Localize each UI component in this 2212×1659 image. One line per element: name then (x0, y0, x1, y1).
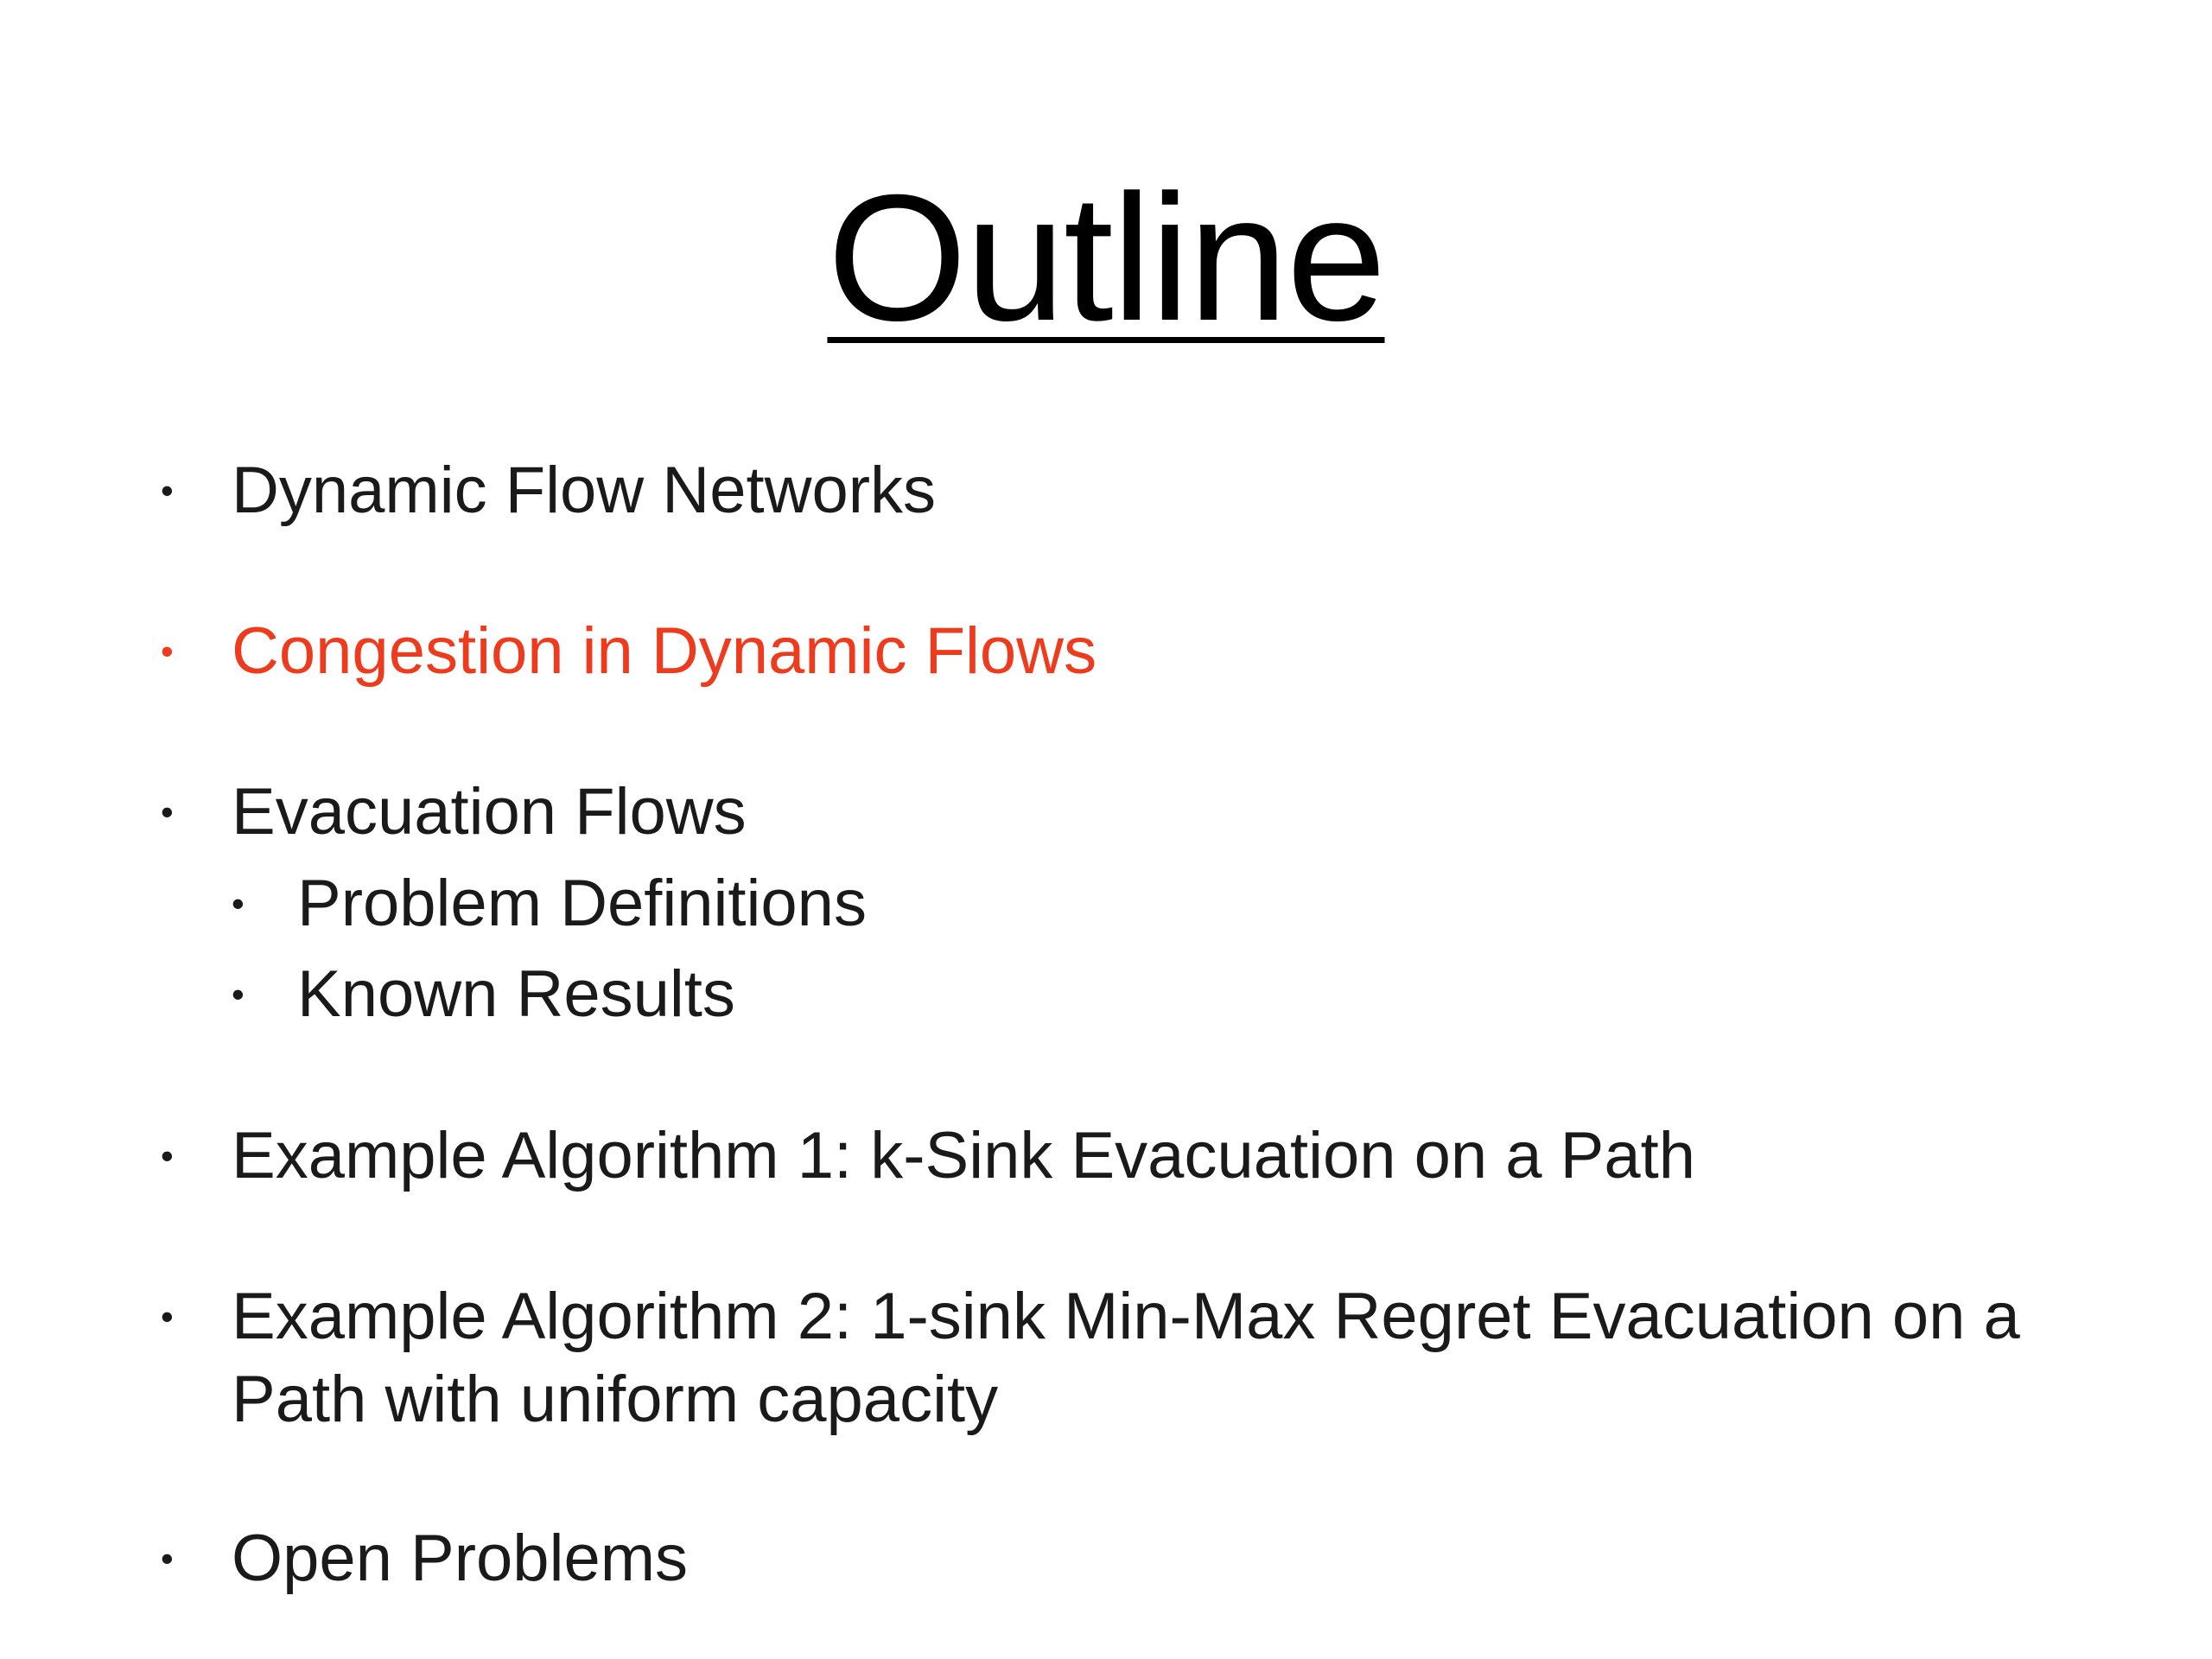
outline-item-label: Example Algorithm 1: k-Sink Evacuation on a Path (232, 1119, 1696, 1192)
outline-item-label: Open Problems (232, 1522, 689, 1595)
bullet-icon: • (161, 791, 174, 832)
slide-title-text: Outline (827, 158, 1385, 359)
outline-item-example-algorithm-2 (161, 1275, 2081, 1441)
outline-item-label: Dynamic Flow Networks (232, 454, 937, 527)
outline-item-label: Problem Definitions (297, 867, 867, 940)
outline-item-open-problems (161, 1517, 689, 1600)
outline-item-evacuation-flows (161, 771, 747, 854)
outline-item-congestion (161, 610, 1097, 693)
bullet-icon: • (232, 883, 245, 924)
outline-item-label: Evacuation Flows (232, 775, 747, 849)
bullet-icon: • (161, 470, 174, 511)
outline-item-label: Known Results (297, 957, 735, 1031)
slide-title (0, 158, 2212, 359)
outline-subitem-known-results (232, 953, 735, 1036)
outline-subitem-problem-definitions (232, 862, 867, 945)
bullet-icon: • (161, 1135, 174, 1176)
bullet-icon: • (161, 1538, 174, 1579)
outline-item-label: Example Algorithm 2: 1-sink Min-Max Regret Evacuation on a Path with uniform capacity (232, 1280, 2020, 1436)
bullet-icon: • (161, 1296, 174, 1337)
outline-item-dynamic-flow-networks (161, 449, 937, 532)
bullet-icon: • (161, 631, 174, 671)
bullet-icon: • (232, 974, 245, 1014)
outline-item-example-algorithm-1 (161, 1115, 1696, 1198)
outline-item-label: Congestion in Dynamic Flows (232, 614, 1097, 688)
